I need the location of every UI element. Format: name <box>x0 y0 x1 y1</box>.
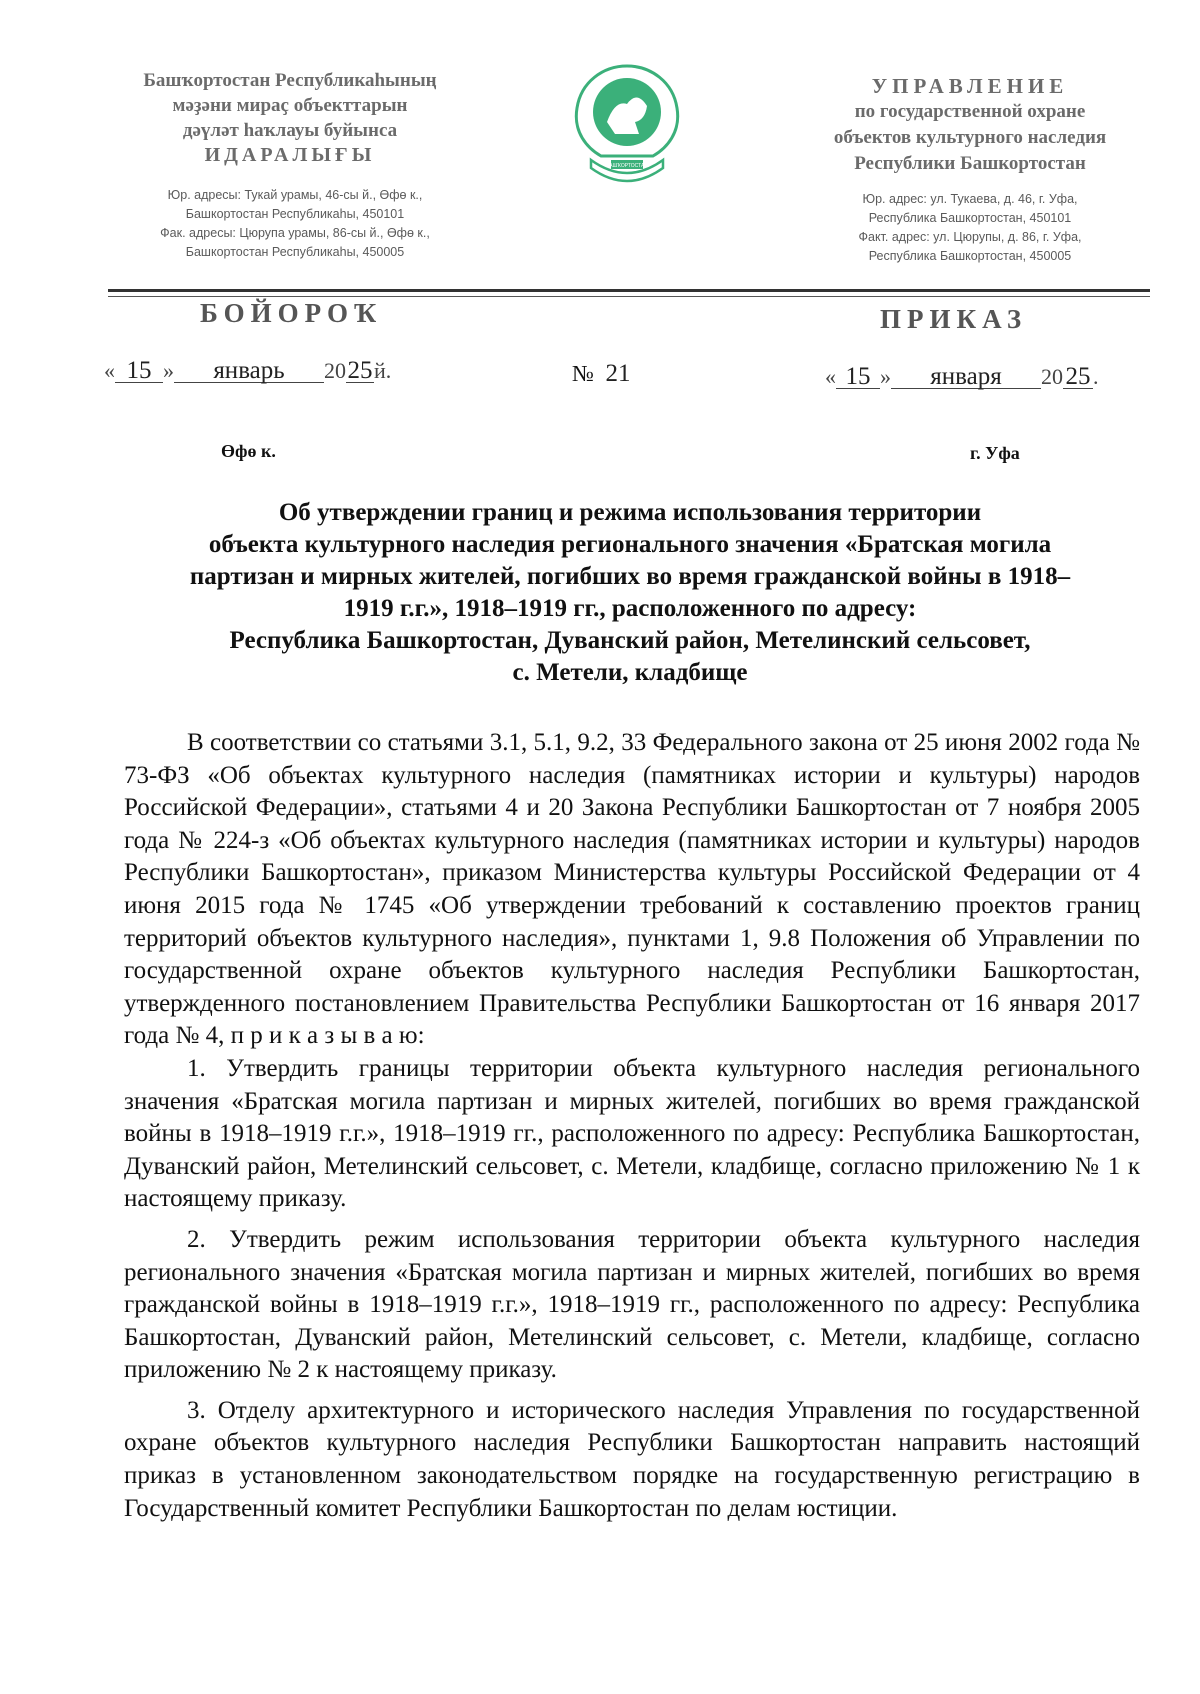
title-line: Об утверждении границ и режима использования территории <box>278 499 982 526</box>
order-item-3: 3. Отделу архитектурного и исторического наследия Управления по государственной охране объектов культурного наследия Республики Башкортостан направить настоящий приказ в установленном законодательством порядке на государственную регистрацию в Государственный комитет Республики Башкортостан по делам юстиции. <box>124 1396 1140 1522</box>
address-line: Факт. адрес: ул. Цюрупы, д. 86, г. Уфа, <box>858 230 1082 244</box>
coat-of-arms-emblem <box>567 60 687 200</box>
number-sign: № <box>572 361 594 386</box>
bashkir-name-line: дәүләт һаҡлауы буйынса <box>182 120 398 141</box>
address-line: Республика Башкортостан, 450101 <box>868 211 1072 225</box>
date-russian <box>825 364 1099 390</box>
date-bashkir <box>104 358 391 384</box>
header-divider <box>108 289 1150 292</box>
date-month: января <box>891 366 1041 389</box>
bashkir-address <box>130 186 460 262</box>
title-line: объекта культурного наследия регионального значения «Братская могила <box>208 531 1052 558</box>
date-day: 15 <box>836 366 880 389</box>
preamble-paragraph: В соответствии со статьями 3.1, 5.1, 9.2, 33 Федерального закона от 25 июня 2002 года № 73-ФЗ «Об объектах культурного наследия (памятниках истории и культуры) народов Российской Федерации», статьями 4 и 20 Закона Республики Башкортостан от 7 ноября 2005 года № 224-з «Об объектах культурного наследия (памятниках истории и культуры) народов Республики Башкортостан», приказом Министерства культуры Российской Федерации от 4 июня 2015 года № 1745 «Об утверждении требований к составлению проектов границ территорий объектов культурного наследия», пунктами 1, 9.8 Положения об Управлении по государственной охране объектов культурного наследия Республики Башкортостан, утвержденного постановлением Правительства Республики Башкортостан от 16 января 2017 года № 4, п р и к а з ы в а ю: <box>124 729 1140 1050</box>
city-russian: г. Уфа <box>970 443 1020 463</box>
date-month: январь <box>174 360 324 383</box>
russian-name-line: объектов культурного наследия <box>833 127 1107 148</box>
number-value: 21 <box>605 360 631 387</box>
address-line: Башкортостан Республикаһы, 450005 <box>185 245 405 259</box>
order-body <box>124 727 1140 1525</box>
russian-address <box>820 190 1120 266</box>
russian-agency-word: УПРАВЛЕНИЕ <box>871 74 1069 98</box>
quote-open: « <box>104 358 115 383</box>
emblem-text: БАШҠОРТОСТАН <box>606 163 648 169</box>
title-line: партизан и мирных жителей, погибших во время гражданской войны в 1918– <box>189 563 1071 590</box>
doc-type-russian: ПРИКАЗ <box>880 304 1028 334</box>
date-year: 25 <box>347 357 373 384</box>
year-prefix: 20 <box>1041 364 1063 389</box>
order-number <box>572 360 630 388</box>
city-bashkir: Өфө к. <box>221 441 276 461</box>
title-line: Республика Башкортостан, Дуванский район, Метелинский сельсовет, <box>229 627 1031 654</box>
quote-open: « <box>825 364 836 389</box>
quote-close: » <box>880 364 891 389</box>
russian-name-line: Республики Башкортостан <box>854 153 1086 174</box>
address-line: Юр. адресы: Тукай урамы, 46-сы й., Өфө к., <box>167 188 423 202</box>
year-suffix: й. <box>374 358 392 383</box>
bashkir-agency-word: ИДАРАЛЫҒЫ <box>204 144 376 166</box>
header-divider-thin <box>108 296 1150 297</box>
year-suffix: . <box>1093 364 1099 389</box>
address-line: Юр. адрес: ул. Тукаева, д. 46, г. Уфа, <box>862 192 1078 206</box>
russian-name-line: по государственной охране <box>854 101 1086 122</box>
order-title <box>110 497 1150 689</box>
address-line: Фак. адресы: Цюрупа урамы, 86-сы й., Өфө к., <box>160 226 430 240</box>
doc-type-bashkir: БОЙОРОҠ <box>200 298 383 328</box>
bashkir-agency-name <box>100 68 480 168</box>
bashkir-name-line: мәҙәни мираҫ объекттарын <box>172 95 408 116</box>
order-item-2: 2. Утвердить режим использования территории объекта культурного наследия регионального значения «Братская могила партизан и мирных жителей, погибших во время гражданской войны в 1918–1919 г.г.», 1918–1919 гг., расположенного по адресу: Республика Башкортостан, Дуванский район, Метелинский сельсовет, с. Метели, кладбище, согласно приложению № 2 к настоящему приказу. <box>124 1225 1140 1384</box>
title-line: с. Метели, кладбище <box>512 659 748 686</box>
year-prefix: 20 <box>324 358 346 383</box>
russian-agency-name <box>775 73 1165 177</box>
title-line: 1919 г.г.», 1918–1919 гг., расположенного по адресу: <box>343 595 917 622</box>
date-day: 15 <box>115 360 163 383</box>
address-line: Башкортостан Республикаһы, 450101 <box>185 207 405 221</box>
quote-close: » <box>163 358 174 383</box>
address-line: Республика Башкортостан, 450005 <box>868 249 1072 263</box>
bashkir-name-line: Башҡортостан Республикаһының <box>143 70 437 91</box>
order-item-1: 1. Утвердить границы территории объекта культурного наследия регионального значения «Братская могила партизан и мирных жителей, погибших во время гражданской войны в 1918–1919 г.г.», 1918–1919 гг., расположенного по адресу: Республика Башкортостан, Дуванский район, Метелинский сельсовет, с. Метели, кладбище, согласно приложению № 1 к настоящему приказу. <box>124 1054 1140 1213</box>
date-year: 25 <box>1063 366 1093 389</box>
